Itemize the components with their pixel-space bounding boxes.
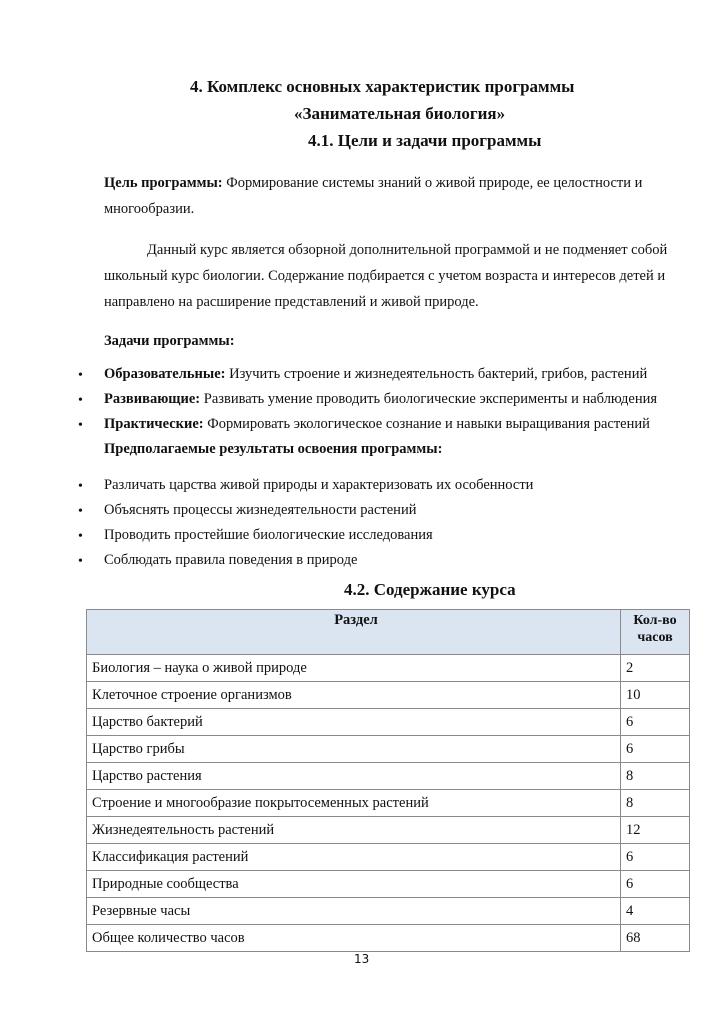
goal-text: Формирование системы знаний о живой природе, ее целостности и [222,175,643,191]
section-cell: Клеточное строение организмов [87,682,621,709]
table-row [87,736,690,763]
hours-cell: 4 [621,898,690,925]
section-cell: Строение и многообразие покрытосеменных растений [87,790,621,817]
bullet-icon: • [78,368,83,383]
hours-cell: 6 [621,871,690,898]
table-row-total [87,925,690,952]
bullet-icon: • [78,554,83,569]
tasks-title: Задачи программы: [104,333,235,349]
section-cell: Резервные часы [87,898,621,925]
subsection-title-goals: 4.1. Цели и задачи программы [308,131,542,150]
section-title: 4. Комплекс основных характеристик программы [190,77,575,96]
hours-cell: 2 [621,655,690,682]
section-cell: Царство грибы [87,736,621,763]
hours-cell: 6 [621,709,690,736]
table-row [87,844,690,871]
column-header-section: Раздел [87,610,621,655]
column-header-hours: Кол-во часов [621,610,690,655]
hours-cell: 6 [621,844,690,871]
intro-line-1: Данный курс является обзорной дополнительной программой и не подменяет собой [147,242,668,258]
table-row [87,682,690,709]
task-label: Развивающие: [104,391,201,407]
goal-text-continued: многообразии. [104,201,195,217]
section-cell: Классификация растений [87,844,621,871]
task-label: Образовательные: [104,366,226,382]
subsection-title-content: 4.2. Содержание курса [344,580,516,599]
hours-cell: 8 [621,790,690,817]
section-cell: Природные сообщества [87,871,621,898]
table-row [87,763,690,790]
result-item: Соблюдать правила поведения в природе [104,552,358,568]
task-text: Формировать экологическое сознание и навыки выращивания растений [203,416,650,432]
program-name: «Занимательная биология» [294,104,506,123]
bullet-icon: • [78,418,83,433]
bullet-icon: • [78,393,83,408]
section-cell: Биология – наука о живой природе [87,655,621,682]
task-text: Изучить строение и жизнедеятельность бактерий, грибов, растений [225,366,648,382]
result-item: Различать царства живой природы и характеризовать их особенности [104,477,534,493]
task-text: Развивать умение проводить биологические эксперименты и наблюдения [200,391,658,407]
table-header-row [87,610,690,655]
section-cell: Общее количество часов [87,925,621,952]
table-row [87,817,690,844]
table-row [87,655,690,682]
task-item [104,391,657,408]
result-item: Проводить простейшие биологические исследования [104,527,433,543]
result-item: Объяснять процессы жизнедеятельности растений [104,502,417,518]
hours-cell: 68 [621,925,690,952]
table-row [87,709,690,736]
hours-cell: 12 [621,817,690,844]
hours-cell: 6 [621,736,690,763]
table-row [87,871,690,898]
intro-line-2: школьный курс биологии. Содержание подбирается с учетом возраста и интересов детей и [104,268,666,284]
section-cell: Царство бактерий [87,709,621,736]
table-row [87,790,690,817]
goal-label: Цель программы: [104,175,223,191]
section-cell: Жизнедеятельность растений [87,817,621,844]
table-row [87,898,690,925]
hours-cell: 8 [621,763,690,790]
task-item [104,366,647,383]
course-content-table [86,609,690,952]
section-cell: Царство растения [87,763,621,790]
intro-line-3: направлено на расширение представлений и живой природе. [104,294,479,310]
bullet-icon: • [78,529,83,544]
goal-paragraph [104,175,642,192]
bullet-icon: • [78,504,83,519]
results-title: Предполагаемые результаты освоения программы: [104,441,443,457]
hours-cell: 10 [621,682,690,709]
task-item [104,416,650,433]
page-number: 13 [354,952,370,966]
bullet-icon: • [78,479,83,494]
task-label: Практические: [104,416,204,432]
